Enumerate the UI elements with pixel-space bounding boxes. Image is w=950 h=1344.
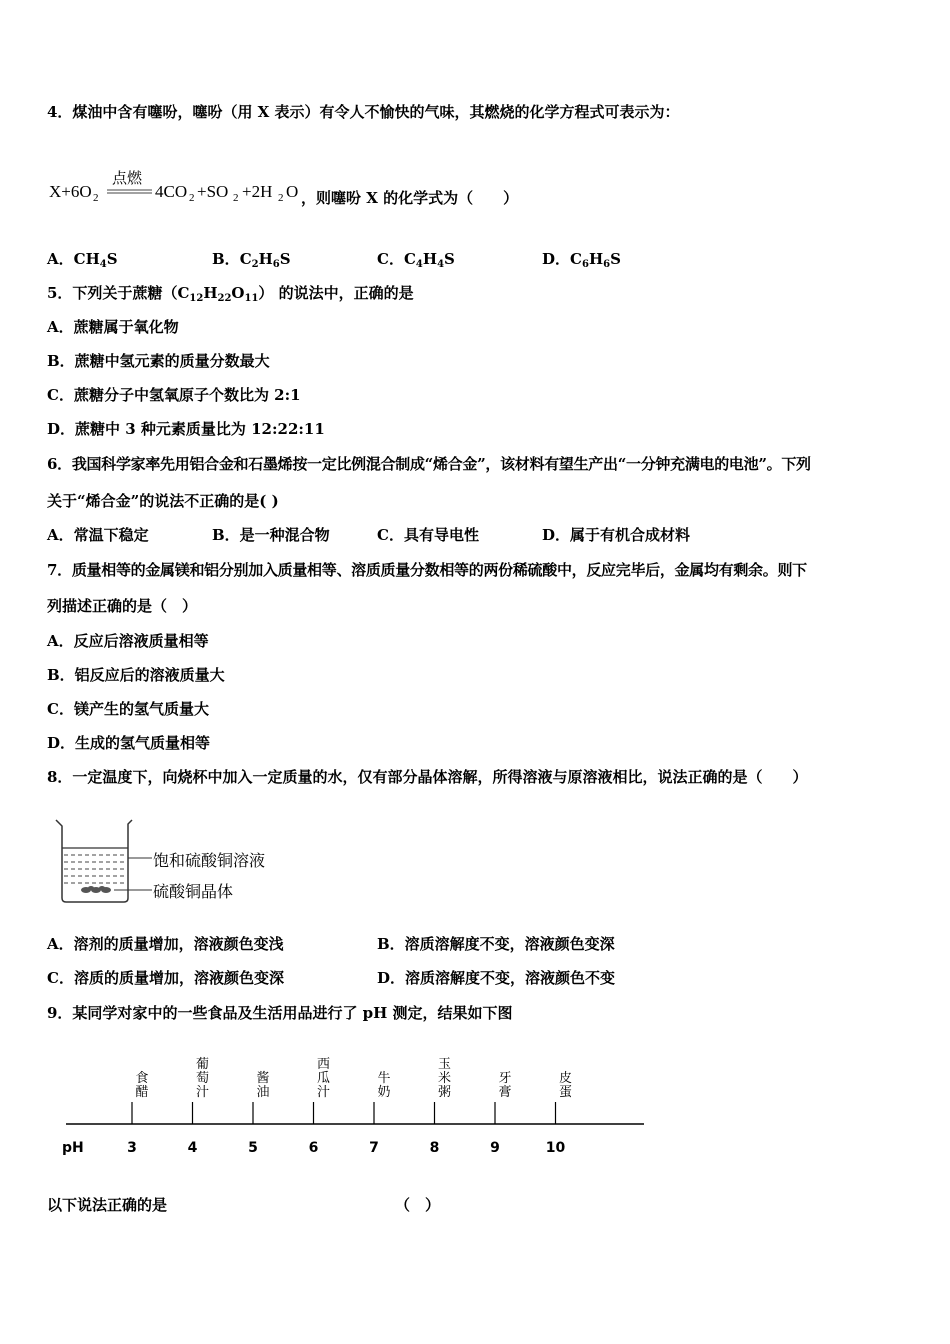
ph-item-label-char: 汁 xyxy=(316,1085,331,1100)
q4-option-c: C．$C_4H_4S$ xyxy=(377,250,455,270)
ph-tick-label: 9 xyxy=(490,1140,500,1156)
q6-option-a: A．常温下稳定 xyxy=(47,526,149,544)
q7-stem-line2: 列描述正确的是（ ） xyxy=(47,597,198,615)
ph-item-label-char: 油 xyxy=(256,1085,270,1100)
svg-text:2: 2 xyxy=(233,192,239,204)
eq-so2: +SO xyxy=(197,182,229,201)
crystal-particles xyxy=(81,886,111,893)
ph-tick-label: 5 xyxy=(248,1140,258,1156)
ph-tick-label: 3 xyxy=(127,1140,137,1156)
q9-tail-paren: （ ） xyxy=(395,1196,441,1214)
ph-item-label-char: 奶 xyxy=(377,1085,391,1100)
q5-option-c: C．蔗糖分子中氢氧原子个数比为 2:1 xyxy=(47,386,301,404)
q6-stem-line1: 6．我国科学家率先用铝合金和石墨烯按一定比例混合制成“烯合金”，该材料有望生产出“一分钟充满电的电池”。下列 xyxy=(47,455,811,473)
q7-option-d: D．生成的氢气质量相等 xyxy=(47,734,211,752)
ph-axis-label: pH xyxy=(62,1140,84,1156)
label-saturated-solution: 饱和硫酸铜溶液 xyxy=(153,851,266,870)
q8-option-a: A．溶剂的质量增加，溶液颜色变浅 xyxy=(47,935,284,953)
ph-item-label-char: 膏 xyxy=(498,1085,512,1100)
svg-text:O: O xyxy=(286,182,299,201)
ph-item-label-char: 西 xyxy=(316,1057,331,1072)
q7-option-a: A．反应后溶液质量相等 xyxy=(47,632,209,650)
q5-option-d: D．蔗糖中 3 种元素质量比为 12:22:11 xyxy=(47,420,325,438)
ph-item-label-char: 粥 xyxy=(437,1085,452,1100)
q9-stem: 9．某同学对家中的一些食品及生活用品进行了 pH 测定，结果如下图 xyxy=(47,1004,513,1022)
solution-lines xyxy=(64,848,126,883)
q5-stem: 5．下列关于蔗糖$(C_{12}H_{22}O_{11})$ 的说法中，正确的是 xyxy=(47,284,414,304)
eq-reactants: X+6O xyxy=(49,182,92,201)
q8-stem: 8．一定温度下，向烧杯中加入一定质量的水，仅有部分晶体溶解，所得溶液与原溶液相比，说法正确的是（ ） xyxy=(47,768,808,786)
q4-option-a: A．$CH_4S$ xyxy=(47,250,118,270)
ph-item-label-char: 汁 xyxy=(195,1085,210,1100)
q6-option-c: C．具有导电性 xyxy=(377,526,479,544)
ph-tick-label: 10 xyxy=(545,1140,566,1156)
q7-option-b: B．铝反应后的溶液质量大 xyxy=(47,666,225,684)
q6-stem-line2: 关于“烯合金”的说法不正确的是( ) xyxy=(47,492,279,510)
ph-item-label-char: 瓜 xyxy=(316,1071,331,1086)
ph-item-label-char: 醋 xyxy=(135,1085,149,1100)
q5-option-a: A．蔗糖属于氧化物 xyxy=(47,318,179,336)
eq-co2: 4CO xyxy=(155,182,188,201)
q4-eq-tail: ，则噻吩 X 的化学式为（ ） xyxy=(301,189,519,207)
ph-scale-svg xyxy=(58,1040,658,1170)
ph-item-label-char: 酱 xyxy=(256,1071,270,1086)
ph-item-label-char: 米 xyxy=(437,1071,452,1086)
q7-stem-line1: 7．质量相等的金属镁和铝分别加入质量相等、溶质质量分数相等的两份稀硫酸中，反应完毕后，金属均有剩余。则下 xyxy=(47,561,807,579)
ph-item-label-char: 牛 xyxy=(377,1071,391,1086)
q4-option-d: D．$C_6H_6S$ xyxy=(542,250,621,270)
ph-item-label-char: 牙 xyxy=(498,1071,512,1086)
label-crystal: 硫酸铜晶体 xyxy=(153,882,234,901)
ph-item-label-char: 蛋 xyxy=(558,1085,573,1100)
ph-item-label-char: 皮 xyxy=(558,1071,573,1086)
q8-option-c: C．溶质的质量增加，溶液颜色变深 xyxy=(47,969,284,987)
ph-tick-label: 8 xyxy=(429,1140,440,1156)
q9-tail-text: 以下说法正确的是 xyxy=(47,1196,168,1214)
q4-stem: 4．煤油中含有噻吩，噻吩（用 X 表示）有令人不愉快的气味，其燃烧的化学方程式可表示为： xyxy=(47,103,680,121)
q8-option-d: D．溶质溶解度不变，溶液颜色不变 xyxy=(377,969,616,987)
ph-scale-chart xyxy=(58,1040,658,1170)
beaker-diagram xyxy=(52,818,292,908)
q5-option-b: B．蔗糖中氢元素的质量分数最大 xyxy=(47,352,270,370)
ph-item-label-char: 萄 xyxy=(195,1071,210,1086)
ph-tick-label: 7 xyxy=(369,1140,379,1156)
ph-item-label-char: 葡 xyxy=(195,1057,210,1072)
q7-option-c: C．镁产生的氢气质量大 xyxy=(47,700,209,718)
q4-option-b: B．$C_2H_6S$ xyxy=(212,250,291,270)
svg-text:2: 2 xyxy=(189,192,195,204)
ph-item-label-char: 食 xyxy=(135,1071,149,1086)
svg-text:2: 2 xyxy=(278,192,284,204)
eq-condition: 点燃 xyxy=(112,171,143,187)
ph-tick-label: 4 xyxy=(187,1140,198,1156)
q8-option-b: B．溶质溶解度不变，溶液颜色变深 xyxy=(377,935,615,953)
eq-h2o: +2H xyxy=(242,182,273,201)
ph-item-label-char: 玉 xyxy=(437,1057,452,1072)
q6-option-b: B．是一种混合物 xyxy=(212,526,330,544)
eq-sub-o2: 2 xyxy=(93,192,99,204)
ph-tick-label: 6 xyxy=(308,1140,319,1156)
q6-option-d: D．属于有机合成材料 xyxy=(542,526,691,544)
